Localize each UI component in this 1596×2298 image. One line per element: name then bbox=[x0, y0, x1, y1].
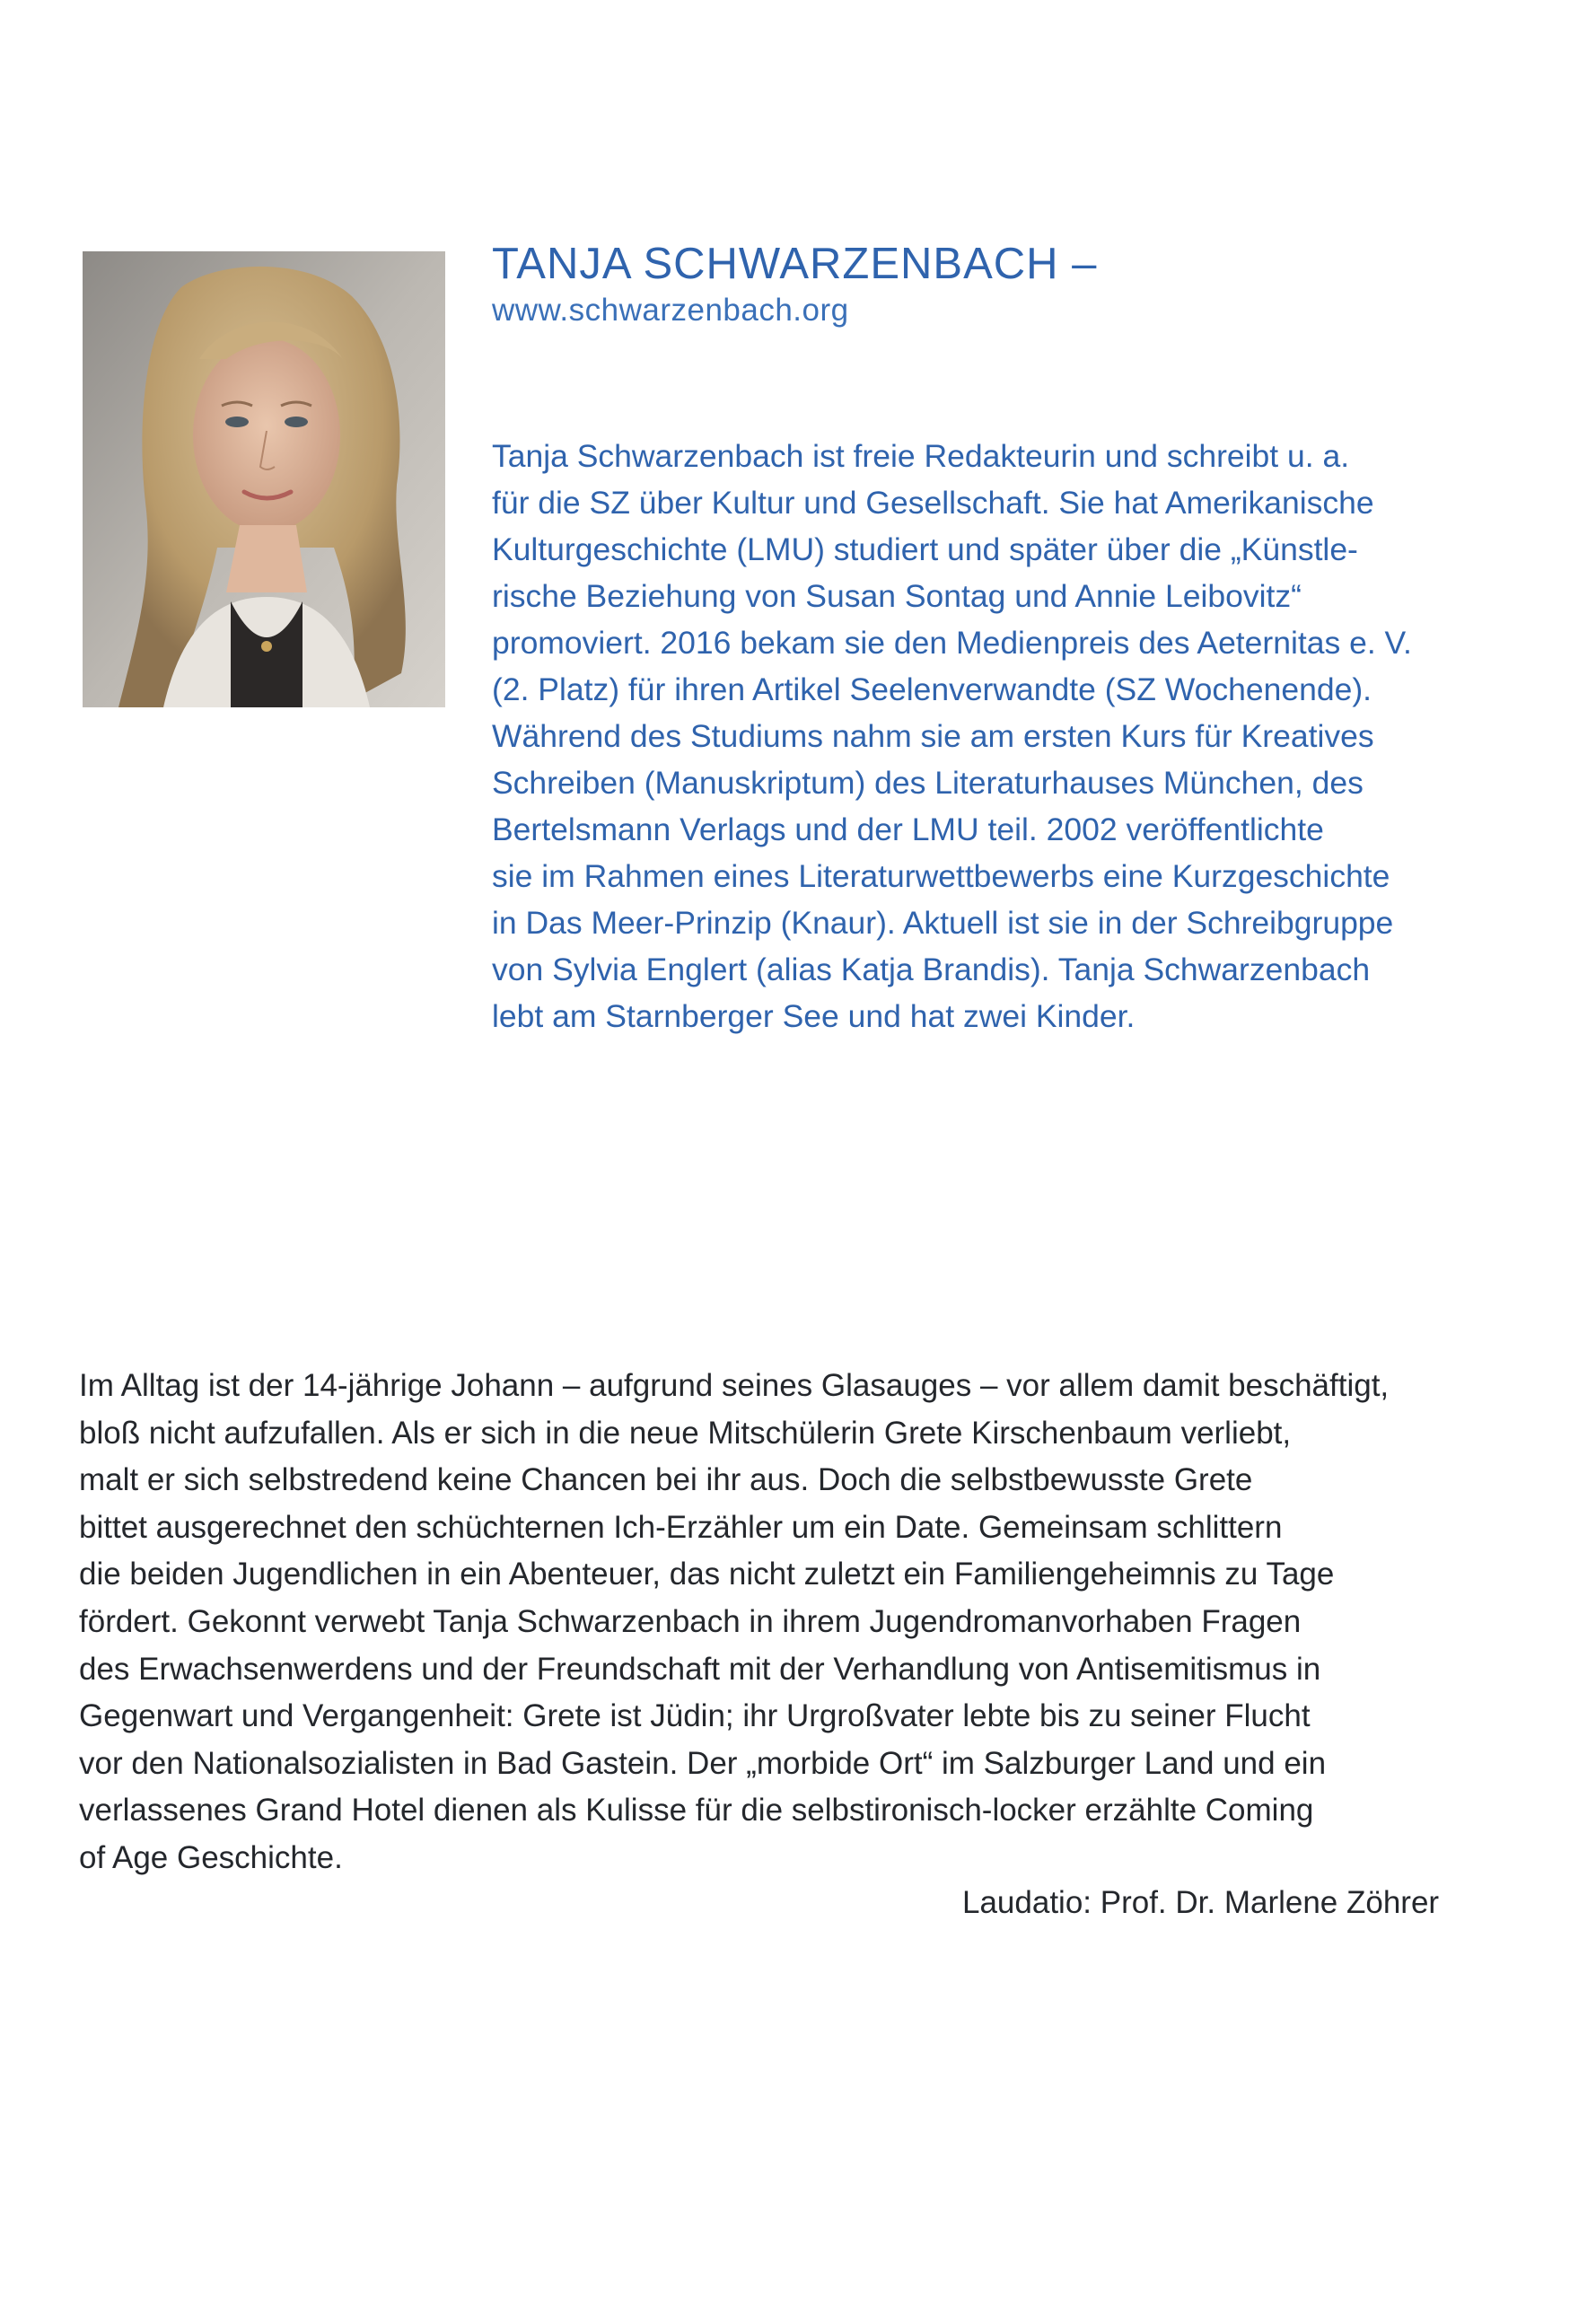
bio-line: für die SZ über Kultur und Gesellschaft. Sie hat Amerikanische bbox=[492, 485, 1374, 522]
summary-line: bittet ausgerechnet den schüchternen Ich-Erzähler um ein Date. Gemeinsam schlittern bbox=[79, 1509, 1283, 1545]
summary-line: fördert. Gekonnt verwebt Tanja Schwarzenbach in ihrem Jugendromanvorhaben Fragen bbox=[79, 1603, 1302, 1639]
bio-line: Tanja Schwarzenbach ist freie Redakteurin und schreibt u. a. bbox=[492, 438, 1350, 475]
laudatio-credit: Laudatio: Prof. Dr. Marlene Zöhrer bbox=[962, 1885, 1440, 1920]
summary-line: die beiden Jugendlichen in ein Abenteuer, das nicht zuletzt ein Familiengeheimnis zu Tage bbox=[79, 1557, 1335, 1592]
bio-line: Während des Studiums nahm sie am ersten Kurs für Kreatives bbox=[492, 718, 1374, 755]
bio-line: rische Beziehung von Susan Sontag und Annie Leibovitz“ bbox=[492, 578, 1302, 615]
bio-line: sie im Rahmen eines Literaturwettbewerbs eine Kurzgeschichte bbox=[492, 858, 1390, 895]
bio-line: (2. Platz) für ihren Artikel Seelenverwandte (SZ Wochenende). bbox=[492, 671, 1372, 708]
summary-line: Gegenwart und Vergangenheit: Grete ist Jüdin; ihr Urgroßvater lebte bis zu seiner Flucht bbox=[79, 1698, 1311, 1734]
project-summary bbox=[79, 1363, 1515, 1882]
bio-line: lebt am Starnberger See und hat zwei Kinder. bbox=[492, 998, 1136, 1035]
summary-line: of Age Geschichte. bbox=[79, 1839, 343, 1875]
bio-line: in Das Meer-Prinzip (Knaur). Aktuell ist sie in der Schreibgruppe bbox=[492, 905, 1394, 942]
bio-line: Kulturgeschichte (LMU) studiert und später über die „Künstle- bbox=[492, 531, 1358, 568]
summary-line: verlassenes Grand Hotel dienen als Kulisse für die selbstironisch-locker erzählte Coming bbox=[79, 1793, 1314, 1829]
summary-line: des Erwachsenwerdens und der Freundschaft mit der Verhandlung von Antisemitismus in bbox=[79, 1651, 1321, 1687]
author-bio-section bbox=[492, 239, 1515, 1039]
author-portrait bbox=[83, 251, 445, 707]
summary-line: bloß nicht aufzufallen. Als er sich in die neue Mitschülerin Grete Kirschenbaum verliebt, bbox=[79, 1415, 1292, 1451]
portrait-photo bbox=[83, 251, 445, 707]
bio-line: Bertelsmann Verlags und der LMU teil. 2002 veröffentlichte bbox=[492, 811, 1324, 848]
bio-line: von Sylvia Englert (alias Katja Brandis). Tanja Schwarzenbach bbox=[492, 952, 1371, 988]
bio-line: Schreiben (Manuskriptum) des Literaturhauses München, des bbox=[492, 765, 1364, 802]
author-bio-text bbox=[492, 433, 1515, 1039]
author-name: TANJA SCHWARZENBACH – bbox=[492, 240, 1098, 288]
summary-line: vor den Nationalsozialisten in Bad Gastein. Der „morbide Ort“ im Salzburger Land und ein bbox=[79, 1745, 1327, 1781]
author-website-link[interactable]: www.schwarzenbach.org bbox=[492, 293, 849, 329]
summary-line: malt er sich selbstredend keine Chancen bei ihr aus. Doch die selbstbewusste Grete bbox=[79, 1462, 1253, 1498]
summary-line: Im Alltag ist der 14-jährige Johann – aufgrund seines Glasauges – vor allem damit beschäftigt, bbox=[79, 1368, 1390, 1403]
bio-line: promoviert. 2016 bekam sie den Medienpreis des Aeternitas e. V. bbox=[492, 625, 1412, 662]
